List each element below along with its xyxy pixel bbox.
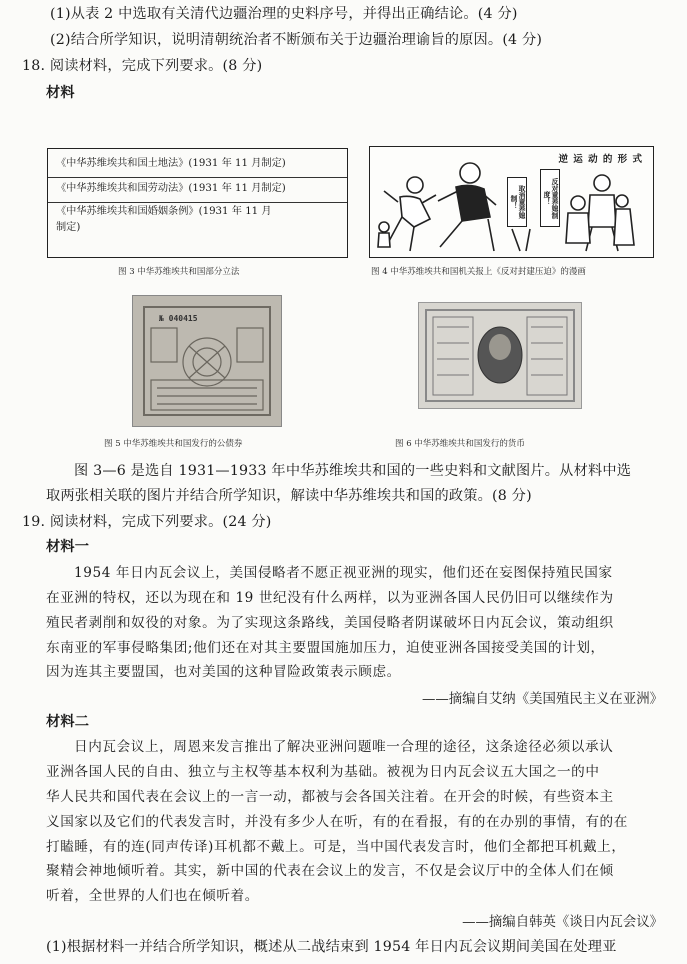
bond-pattern <box>133 296 281 426</box>
material-1-line-1: 1954 年日内瓦会议上，美国侵略者不愿正视亚洲的现实，他们还在妄图保持殖民国家 <box>74 565 613 581</box>
bond-image <box>132 295 282 427</box>
question-18-prompt-1: 图 3—6 是选自 1931—1933 年中华苏维埃共和国的一些史料和文献图片。从材料中选 <box>74 463 632 479</box>
material-1-source: ——摘编自艾纳《美国殖民主义在亚洲》 <box>421 692 663 707</box>
law-marriage-line2: 制定) <box>56 222 81 233</box>
material-1-line-3: 殖民者剥削和奴役的对象。为了实现这条路线，美国侵略者阴谋破坏日内瓦会议，策动组织 <box>46 615 614 631</box>
cartoon-sign-1: 取消童养媳制！ <box>507 177 527 227</box>
material-1-line-2: 在亚洲的特权，还以为现在和 19 世纪没有什么两样，以为亚洲各国人民仍旧可以继续作为 <box>46 590 614 606</box>
banknote-pattern <box>419 303 581 408</box>
question-18-prompt-2: 取两张相关联的图片并结合所学知识，解读中华苏维埃共和国的政策。(8 分) <box>46 488 532 504</box>
sub-question-1: (1)从表 2 中选取有关清代边疆治理的史料序号，并得出正确结论。(4 分) <box>50 6 518 22</box>
law-marriage <box>48 204 347 236</box>
banknote-image <box>418 302 582 409</box>
material-2-line-3: 华人民共和国代表在会议上的一言一动，都被与会各国关注着。在开会的时候，有些资本主 <box>46 789 614 805</box>
figure-5-caption: 图 5 中华苏维埃共和国发行的公债券 <box>104 439 243 449</box>
figure-4-caption: 图 4 中华苏维埃共和国机关报上《反对封建压迫》的漫画 <box>371 267 586 277</box>
bond-serial: № 040415 <box>159 314 198 323</box>
material-1-line-4: 东南亚的军事侵略集团;他们还在对其主要盟国施加压力，迫使亚洲各国接受美国的计划， <box>46 640 605 656</box>
law-table <box>47 148 348 258</box>
material-2-line-7: 听着，全世界的人们也在倾听着。 <box>46 888 259 904</box>
material-2-line-6: 聚精会神地倾听着。其实，新中国的代表在会议上的发言，不仅是会议厅中的全体人们在倾 <box>46 863 614 879</box>
material-1-line-5: 因为连其主要盟国，也对美国的这种冒险政策表示顾虑。 <box>46 664 401 680</box>
material-2-source: ——摘编自韩英《谈日内瓦会议》 <box>462 915 663 930</box>
law-land: 《中华苏维埃共和国土地法》(1931 年 11 月制定) <box>48 153 347 178</box>
law-labor: 《中华苏维埃共和国劳动法》(1931 年 11 月制定) <box>48 178 347 203</box>
figure-6-caption: 图 6 中华苏维埃共和国发行的货币 <box>395 439 525 449</box>
material-2-line-2: 亚洲各国人民的自由、独立与主权等基本权利为基础。被视为日内瓦会议五大国之一的中 <box>46 764 600 780</box>
material-2-label: 材料二 <box>46 714 90 730</box>
sub-question-19-1: (1)根据材料一并结合所学知识，概述从二战结束到 1954 年日内瓦会议期间美国在处理亚 <box>46 939 617 955</box>
material-2-line-1: 日内瓦会议上，周恩来发言推出了解决亚洲问题唯一合理的途径，这条途径必须以承认 <box>74 739 614 755</box>
figure-3-caption: 图 3 中华苏维埃共和国部分立法 <box>118 267 240 277</box>
cartoon-sign-2: 反对童养媳制度！ <box>540 169 560 227</box>
question-19-title: 19. 阅读材料，完成下列要求。(24 分) <box>22 514 272 530</box>
material-label: 材料 <box>46 85 75 101</box>
material-2-line-5: 打瞌睡，有的连(同声传译)耳机都不戴上。可是，当中国代表发言时，他们全都把耳机戴上， <box>46 839 626 855</box>
material-2-line-4: 义国家以及它们的代表发言时，并没有多少人在听，有的在看报，有的在办别的事情，有的在 <box>46 814 628 830</box>
cartoon-image <box>369 146 654 258</box>
law-marriage-line1: 《中华苏维埃共和国婚姻条例》(1931 年 11 月 <box>56 206 272 217</box>
cartoon-title: 逆 运 动 的 形 式 <box>558 154 643 165</box>
question-18-title: 18. 阅读材料，完成下列要求。(8 分) <box>22 58 263 74</box>
material-1-label: 材料一 <box>46 539 90 555</box>
sub-question-2: (2)结合所学知识，说明清朝统治者不断颁布关于边疆治理谕旨的原因。(4 分) <box>50 32 543 48</box>
